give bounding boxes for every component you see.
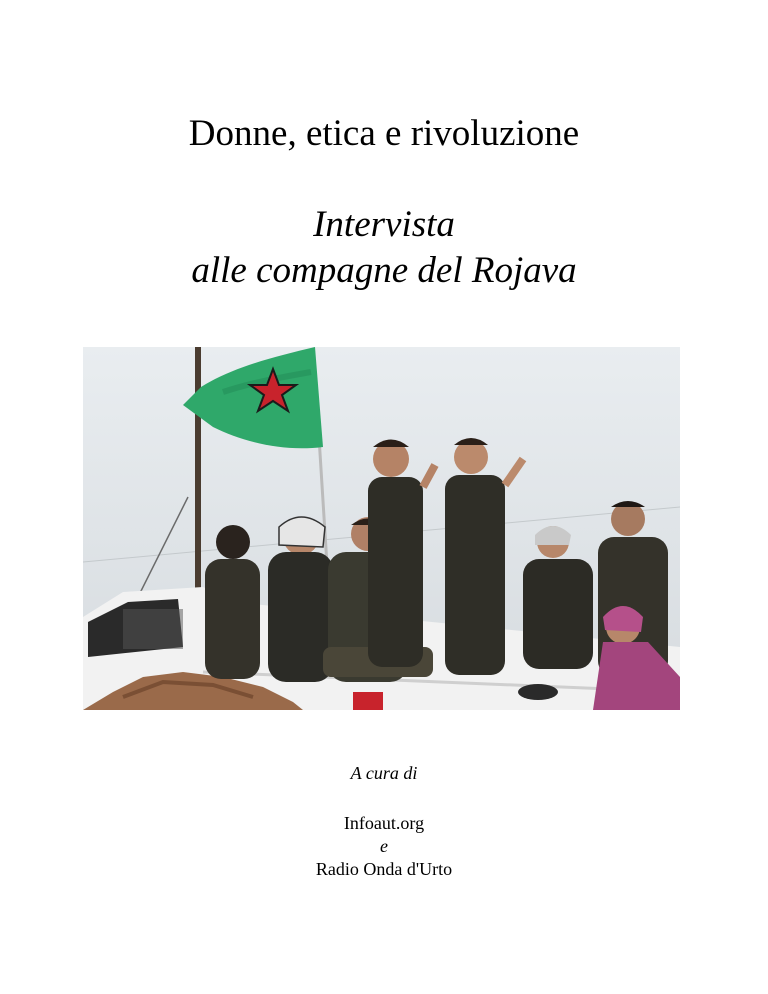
subtitle-line-2: alle compagne del Rojava: [191, 250, 577, 291]
credit-org-2: Radio Onda d'Urto: [315, 859, 453, 879]
edited-by-label: A cura di: [350, 763, 418, 783]
cover-photo: [83, 347, 680, 710]
credit-org-1: Infoaut.org: [343, 813, 425, 833]
cover-title: Donne, etica e rivoluzione: [188, 113, 580, 154]
credit-conjunction: e: [380, 836, 388, 856]
credits: [0, 812, 768, 881]
cover-subtitle: [0, 202, 768, 294]
subtitle-line-1: Intervista: [313, 204, 455, 245]
